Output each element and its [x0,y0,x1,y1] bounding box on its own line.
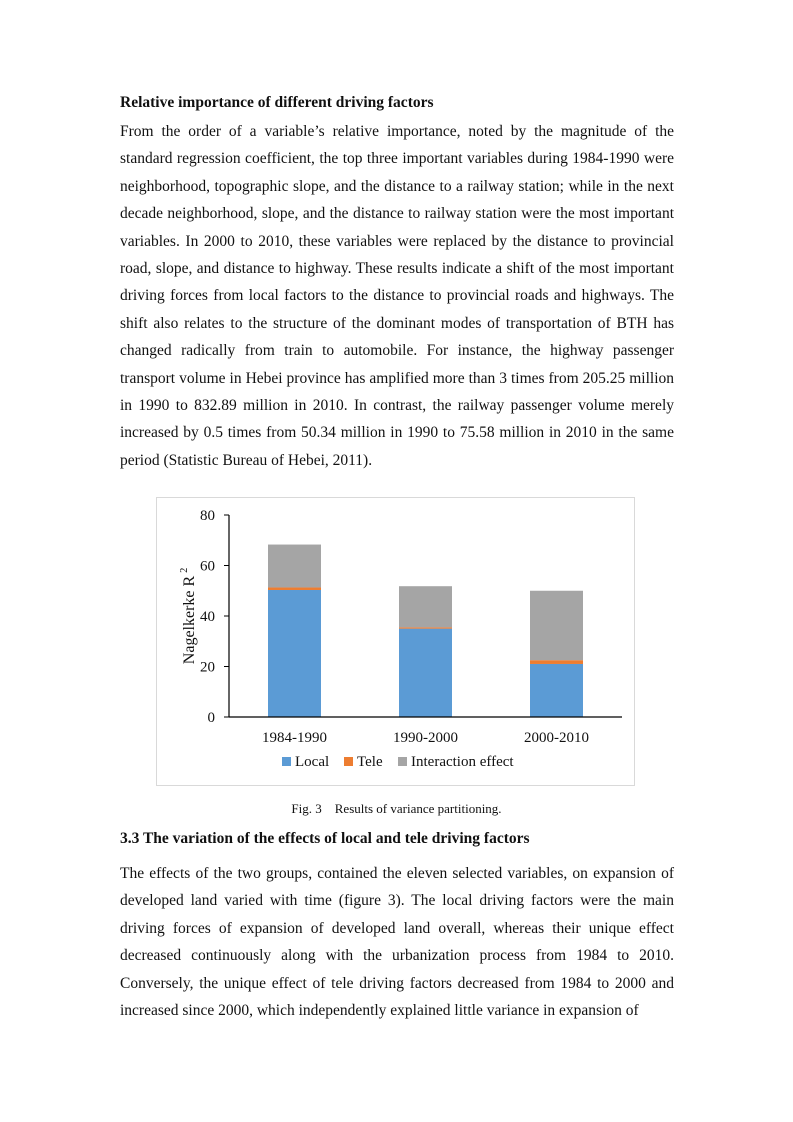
bar-interaction-effect [399,586,452,627]
bar-local [530,664,583,717]
y-tick-label: 20 [200,659,215,676]
y-axis-label [179,568,198,664]
bar-interaction-effect [268,545,321,588]
body-paragraph: From the order of a variable’s relative importance, noted by the magnitude of the standard regression coefficient, the top three important variables during 1984-1990 were neighborhood, topographic slope, and the distance to a railway station; while in the next decade neighborhood, slope, and the distance to railway station were the most important variables. In 2000 to 2010, these variables were replaced by the distance to provincial road, slope, and distance to highway. These results indicate a shift of the most important driving forces from local factors to the distance to provincial roads and highways. The shift also relates to the structure of the dominant modes of transportation of BTH has changed radically from train to automobile. For instance, the highway passenger transport volume in Hebei province has amplified more than 3 times from 205.25 million in 1990 to 832.89 million in 2010. In contrast, the railway passenger volume merely increased by 0.5 times from 50.34 million in 1990 to 75.58 million in 2010 in the same period (Statistic Bureau of Hebei, 2011). [120,123,674,469]
body-paragraph: The effects of the two groups, contained the eleven selected variables, on expansion of developed land varied with time (figure 3). The local driving factors were the main driving forces of expansion of developed land overall, whereas their unique effect decreased continuously along with the urbanization process from 1984 to 2010. Conversely, the unique effect of tele driving factors decreased from 1984 to 2000 and increased since 2000, which independently explained little variance in expansion of [120,865,674,1020]
y-tick-label: 40 [200,609,215,625]
variance-partitioning-chart [156,497,635,786]
legend-swatch [282,757,291,766]
section-variation-effects [120,828,674,1024]
figure-caption: Fig. 3 Results of variance partitioning. [291,801,502,816]
legend-label: Tele [357,754,383,770]
section-heading: 3.3 The variation of the effects of local and tele driving factors [120,830,530,847]
y-tick-label: 60 [200,558,215,575]
legend-swatch [398,757,407,766]
bar-tele [530,660,583,664]
x-tick-label: 1990-2000 [393,730,458,746]
section-heading: Relative importance of different driving factors [120,94,434,111]
section-relative-importance [120,92,674,474]
y-axis-label-superscript: 2 [179,567,190,573]
chart-canvas [157,498,636,787]
bar-tele [399,627,452,628]
x-tick-label: 1984-1990 [262,730,327,746]
y-axis-label-text: Nagelkerke R [181,575,198,665]
y-tick-label: 80 [200,508,215,524]
legend-label: Local [295,754,330,770]
bar-tele [268,587,321,590]
x-tick-label: 2000-2010 [524,730,589,746]
bar-local [268,590,321,717]
bar-local [399,629,452,717]
bar-interaction-effect [530,591,583,660]
legend-swatch [344,757,353,766]
y-tick-label: 0 [207,710,215,726]
legend-label: Interaction effect [411,754,514,770]
